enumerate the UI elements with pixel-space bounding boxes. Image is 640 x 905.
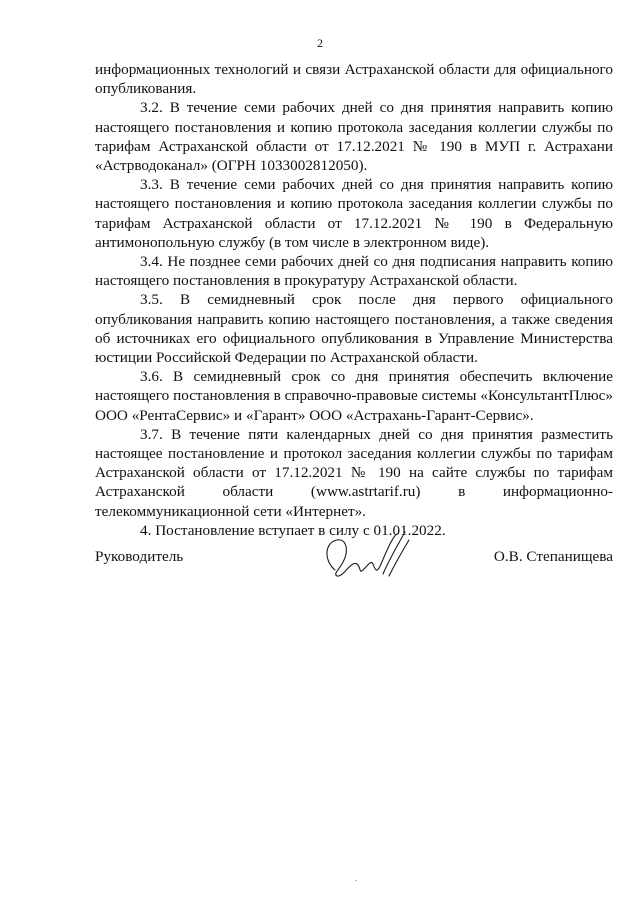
signature-block [95, 530, 613, 590]
paragraph-3-6: 3.6. В семидневный срок со дня принятия обеспечить включение настоящего постановления в справочно-правовые системы «КонсультантПлюс» ООО «РентаСервис» и «Гарант» ООО «Астрахань-Гарант-Сервис». [95, 368, 613, 424]
paragraph-4: 4. Постановление вступает в силу с 01.01.2022. [140, 521, 446, 539]
paragraph-3-5: 3.5. В семидневный срок после дня первого официального опубликования направить копию настоящего постановления, а также сведения об источниках его официального опубликования в Управление Министерства юстиции Российской Федерации по Астраханской области. [95, 291, 613, 367]
paragraph-3-4: 3.4. Не позднее семи рабочих дней со дня подписания направить копию настоящего постановления в прокуратуру Астраханской области. [95, 253, 613, 290]
page-number: 2 [317, 36, 323, 50]
document-body [95, 60, 613, 540]
signatory-name: О.В. Степанищева [493, 548, 613, 565]
paragraph-3-3: 3.3. В течение семи рабочих дней со дня принятия направить копию настоящего постановления и копию протокола заседания коллегии службы по тарифам Астраханской области от 17.12.2021 № 190 в Федеральную антимонопольную службу (в том числе в электронном виде). [95, 176, 613, 251]
handwritten-signature [317, 530, 417, 582]
signatory-title: Руководитель [95, 548, 184, 565]
paragraph-3-7: 3.7. В течение пяти календарных дней со дня принятия разместить настоящее постановление и протокол заседания коллегии службы по тарифам Астраханской области от 17.12.2021 № 190 на сайте службы по тарифам Астраханской области (www.astrtarif.ru) в информационно-телекоммуникационной сети «Интернет». [95, 425, 613, 520]
paragraph-3-2: 3.2. В течение семи рабочих дней со дня принятия направить копию настоящего постановления и копию протокола заседания коллегии службы по тарифам Астраханской области от 17.12.2021 № 190 в МУП г. Астрахани «Астрводоканал» (ОГРН 1033002812050). [95, 99, 613, 175]
paragraph-continuation: информационных технологий и связи Астраханской области для официального опубликования. [95, 61, 613, 98]
scan-speck [355, 880, 357, 881]
